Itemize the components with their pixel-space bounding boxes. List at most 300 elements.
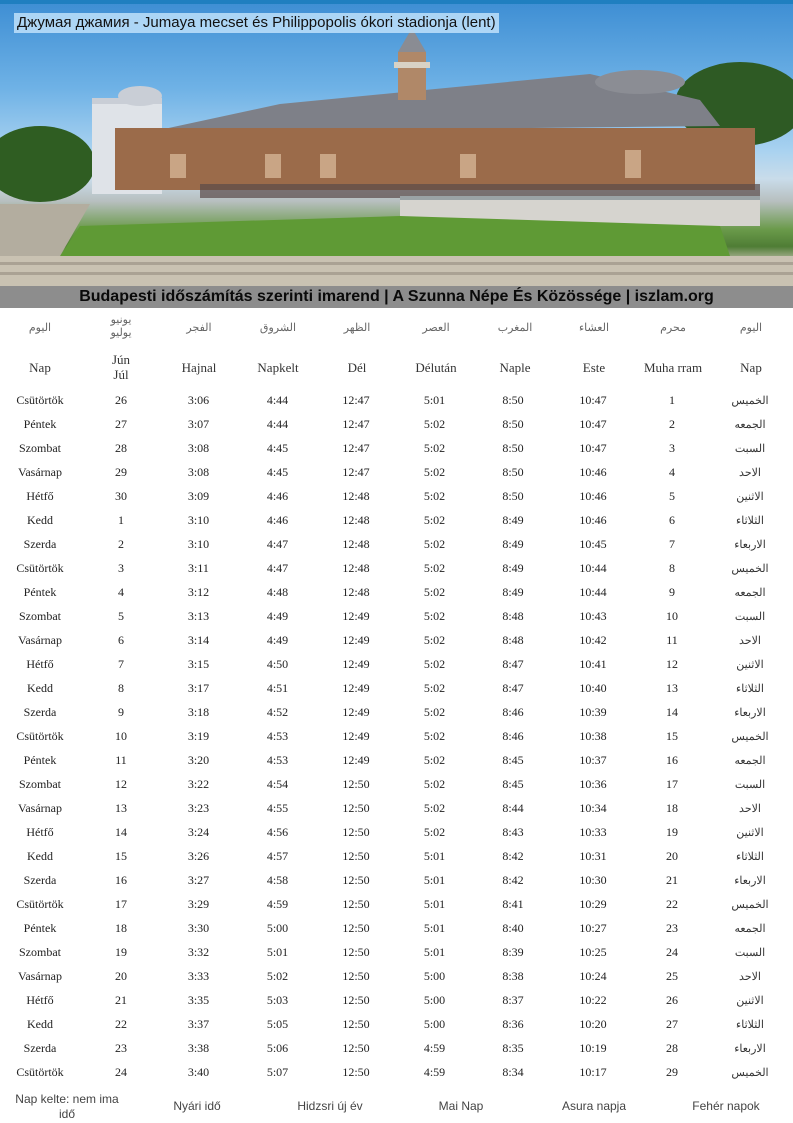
cell-weekday: Szerda xyxy=(23,872,57,887)
cell-arabic-weekday: السبت xyxy=(734,610,766,623)
cell-dhuhr: 12:50 xyxy=(342,1040,370,1055)
cell-maghrib: 8:46 xyxy=(502,728,524,743)
cell-hijri-day: 28 xyxy=(666,1040,678,1055)
cell-arabic-weekday: الجمعه xyxy=(734,586,766,599)
cell-sunrise: 4:47 xyxy=(266,560,289,575)
cell-dhuhr: 12:49 xyxy=(342,608,370,623)
cell-arabic-weekday: الاثنين xyxy=(736,658,764,671)
cell-hijri-day: 12 xyxy=(666,656,678,671)
cell-day-number: 30 xyxy=(115,488,127,503)
prayer-times-table xyxy=(0,388,793,1084)
cell-hijri-day: 4 xyxy=(669,464,675,479)
header-weekday: اليوم xyxy=(28,322,52,334)
cell-day-number: 1 xyxy=(118,512,124,527)
header-asr: Délután xyxy=(415,360,457,375)
cell-arabic-weekday: الاحد xyxy=(739,970,761,983)
cell-fajr: 3:13 xyxy=(187,608,210,623)
cell-fajr: 3:29 xyxy=(187,896,210,911)
cell-asr: 5:02 xyxy=(423,776,446,791)
cell-isha: 10:20 xyxy=(579,1016,607,1031)
cell-day-number: 3 xyxy=(118,560,124,575)
cell-sunrise: 4:48 xyxy=(266,584,289,599)
cell-isha: 10:38 xyxy=(579,728,607,743)
cell-arabic-weekday: الاثنين xyxy=(736,826,764,839)
cell-arabic-weekday: الاربعاء xyxy=(734,874,766,887)
cell-dhuhr: 12:50 xyxy=(342,872,370,887)
header-hijri-day: Muha rram xyxy=(643,360,703,375)
cell-isha: 10:39 xyxy=(579,704,607,719)
cell-day-number: 8 xyxy=(118,680,124,695)
cell-arabic-weekday: الخميس xyxy=(731,730,769,743)
cell-sunrise: 4:45 xyxy=(266,464,289,479)
cell-sunrise: 4:57 xyxy=(266,848,289,863)
cell-dhuhr: 12:47 xyxy=(342,440,370,455)
cell-maghrib: 8:46 xyxy=(502,704,524,719)
cell-weekday: Vasárnap xyxy=(18,968,62,983)
cell-day-number: 28 xyxy=(115,440,127,455)
cell-maghrib: 8:49 xyxy=(502,512,524,527)
cell-isha: 10:41 xyxy=(579,656,607,671)
cell-maghrib: 8:34 xyxy=(502,1064,524,1079)
cell-dhuhr: 12:48 xyxy=(342,488,370,503)
cell-fajr: 3:10 xyxy=(187,512,210,527)
cell-maghrib: 8:45 xyxy=(502,776,524,791)
cell-sunrise: 4:53 xyxy=(266,752,289,767)
cell-asr: 5:01 xyxy=(423,944,446,959)
cell-asr: 5:02 xyxy=(423,560,446,575)
cell-weekday: Péntek xyxy=(23,584,57,599)
cell-dhuhr: 12:49 xyxy=(342,632,370,647)
cell-arabic-weekday: السبت xyxy=(734,442,766,455)
cell-weekday: Csütörtök xyxy=(16,728,64,743)
cell-sunrise: 4:54 xyxy=(266,776,289,791)
cell-dhuhr: 12:49 xyxy=(342,656,370,671)
legend-item: Mai Nap xyxy=(438,1099,484,1113)
cell-hijri-day: 10 xyxy=(666,608,678,623)
cell-fajr: 3:23 xyxy=(187,800,210,815)
legend-item: Hidzsri új év xyxy=(297,1099,363,1113)
cell-fajr: 3:24 xyxy=(187,824,210,839)
table-row xyxy=(0,604,793,628)
cell-isha: 10:47 xyxy=(579,440,607,455)
cell-dhuhr: 12:49 xyxy=(342,704,370,719)
cell-weekday: Szerda xyxy=(23,704,57,719)
cell-isha: 10:31 xyxy=(579,848,607,863)
cell-fajr: 3:26 xyxy=(187,848,210,863)
cell-maghrib: 8:40 xyxy=(502,920,524,935)
table-row xyxy=(0,508,793,532)
cell-maghrib: 8:41 xyxy=(502,896,524,911)
table-row xyxy=(0,916,793,940)
cell-isha: 10:29 xyxy=(579,896,607,911)
cell-day-number: 4 xyxy=(118,584,124,599)
cell-sunrise: 4:59 xyxy=(266,896,289,911)
cell-maghrib: 8:50 xyxy=(502,464,524,479)
cell-maghrib: 8:47 xyxy=(502,680,524,695)
legend-item: Nyári idő xyxy=(173,1099,221,1113)
cell-asr: 5:02 xyxy=(423,488,446,503)
table-row xyxy=(0,1036,793,1060)
cell-weekday: Vasárnap xyxy=(18,464,62,479)
cell-day-number: 7 xyxy=(118,656,124,671)
legend-item: Nap kelte: nem ima idő xyxy=(15,1092,119,1121)
cell-isha: 10:19 xyxy=(579,1040,607,1055)
header-dhuhr: Dél xyxy=(347,360,367,375)
cell-day-number: 24 xyxy=(115,1064,127,1079)
table-row xyxy=(0,700,793,724)
table-row xyxy=(0,748,793,772)
cell-maghrib: 8:47 xyxy=(502,656,524,671)
cell-arabic-weekday: الجمعه xyxy=(734,922,766,935)
cell-weekday: Kedd xyxy=(27,680,53,695)
cell-sunrise: 5:02 xyxy=(266,968,289,983)
cell-fajr: 3:07 xyxy=(187,416,210,431)
cell-asr: 5:01 xyxy=(423,872,446,887)
header-hijri-day: محرم xyxy=(660,322,686,334)
cell-asr: 5:01 xyxy=(423,392,446,407)
cell-asr: 5:00 xyxy=(423,992,446,1007)
table-row xyxy=(0,1060,793,1084)
cell-fajr: 3:35 xyxy=(187,992,210,1007)
cell-sunrise: 4:49 xyxy=(266,632,289,647)
cell-hijri-day: 24 xyxy=(666,944,678,959)
cell-dhuhr: 12:50 xyxy=(342,776,370,791)
cell-maghrib: 8:50 xyxy=(502,392,524,407)
cell-fajr: 3:11 xyxy=(188,560,209,575)
cell-weekday: Szombat xyxy=(19,440,61,455)
cell-arabic-weekday: السبت xyxy=(734,778,766,791)
cell-dhuhr: 12:50 xyxy=(342,800,370,815)
cell-arabic-weekday: الخميس xyxy=(731,1066,769,1079)
cell-isha: 10:40 xyxy=(579,680,607,695)
cell-dhuhr: 12:50 xyxy=(342,992,370,1007)
header-isha: Este xyxy=(582,360,606,375)
cell-fajr: 3:30 xyxy=(187,920,210,935)
cell-dhuhr: 12:48 xyxy=(342,584,370,599)
cell-weekday: Péntek xyxy=(23,752,57,767)
cell-sunrise: 4:55 xyxy=(266,800,289,815)
table-row xyxy=(0,1012,793,1036)
cell-weekday: Hétfő xyxy=(26,824,54,839)
cell-sunrise: 5:06 xyxy=(266,1040,289,1055)
cell-sunrise: 5:00 xyxy=(266,920,289,935)
table-row xyxy=(0,772,793,796)
cell-day-number: 13 xyxy=(115,800,127,815)
cell-weekday: Szerda xyxy=(23,536,57,551)
table-row xyxy=(0,724,793,748)
cell-dhuhr: 12:47 xyxy=(342,392,370,407)
cell-maghrib: 8:48 xyxy=(502,632,524,647)
cell-isha: 10:44 xyxy=(579,584,607,599)
cell-asr: 5:00 xyxy=(423,968,446,983)
cell-asr: 5:02 xyxy=(423,536,446,551)
cell-day-number: 11 xyxy=(115,752,127,767)
cell-hijri-day: 6 xyxy=(669,512,675,527)
cell-day-number: 12 xyxy=(115,776,127,791)
cell-day-number: 10 xyxy=(115,728,127,743)
cell-hijri-day: 5 xyxy=(669,488,675,503)
cell-hijri-day: 19 xyxy=(666,824,678,839)
cell-arabic-weekday: الخميس xyxy=(731,898,769,911)
cell-fajr: 3:27 xyxy=(187,872,210,887)
cell-sunrise: 4:44 xyxy=(266,416,289,431)
cell-maghrib: 8:42 xyxy=(502,848,524,863)
cell-hijri-day: 22 xyxy=(666,896,678,911)
cell-arabic-weekday: الثلاثاء xyxy=(736,850,764,863)
header-fajr: Hajnal xyxy=(181,360,217,375)
cell-sunrise: 5:01 xyxy=(266,944,289,959)
cell-asr: 5:02 xyxy=(423,752,446,767)
cell-maghrib: 8:45 xyxy=(502,752,524,767)
table-row xyxy=(0,988,793,1012)
cell-asr: 5:02 xyxy=(423,464,446,479)
cell-arabic-weekday: الاحد xyxy=(739,802,761,815)
cell-day-number: 19 xyxy=(115,944,127,959)
cell-asr: 5:02 xyxy=(423,584,446,599)
cell-maghrib: 8:37 xyxy=(502,992,524,1007)
cell-maghrib: 8:42 xyxy=(502,872,524,887)
cell-fajr: 3:38 xyxy=(187,1040,210,1055)
cell-dhuhr: 12:50 xyxy=(342,968,370,983)
cell-arabic-weekday: الاحد xyxy=(739,634,761,647)
cell-day-number: 18 xyxy=(115,920,127,935)
cell-maghrib: 8:49 xyxy=(502,584,524,599)
cell-sunrise: 4:52 xyxy=(266,704,289,719)
cell-arabic-weekday: الثلاثاء xyxy=(736,1018,764,1031)
legend-item: Asura napja xyxy=(561,1099,627,1113)
table-row xyxy=(0,460,793,484)
cell-dhuhr: 12:50 xyxy=(342,1064,370,1079)
cell-hijri-day: 1 xyxy=(669,392,675,407)
cell-dhuhr: 12:50 xyxy=(342,848,370,863)
cell-asr: 5:02 xyxy=(423,608,446,623)
cell-maghrib: 8:50 xyxy=(502,488,524,503)
cell-hijri-day: 3 xyxy=(669,440,675,455)
cell-arabic-weekday: الاربعاء xyxy=(734,538,766,551)
cell-asr: 5:02 xyxy=(423,704,446,719)
header-dhuhr: الظهر xyxy=(343,322,371,334)
cell-dhuhr: 12:47 xyxy=(342,464,370,479)
cell-maghrib: 8:43 xyxy=(502,824,524,839)
table-row xyxy=(0,796,793,820)
cell-arabic-weekday: الاثنين xyxy=(736,490,764,503)
cell-isha: 10:24 xyxy=(579,968,607,983)
cell-sunrise: 4:49 xyxy=(266,608,289,623)
cell-isha: 10:46 xyxy=(579,488,607,503)
cell-isha: 10:25 xyxy=(579,944,607,959)
cell-maghrib: 8:49 xyxy=(502,536,524,551)
cell-day-number: 17 xyxy=(115,896,127,911)
cell-weekday: Kedd xyxy=(27,512,53,527)
cell-asr: 5:02 xyxy=(423,656,446,671)
cell-day-number: 29 xyxy=(115,464,127,479)
cell-day-number: 14 xyxy=(115,824,127,839)
table-row xyxy=(0,556,793,580)
header-weekday: Nap xyxy=(29,360,51,375)
cell-dhuhr: 12:48 xyxy=(342,536,370,551)
cell-fajr: 3:32 xyxy=(187,944,210,959)
cell-isha: 10:17 xyxy=(579,1064,607,1079)
cell-weekday: Kedd xyxy=(27,848,53,863)
cell-isha: 10:44 xyxy=(579,560,607,575)
cell-isha: 10:30 xyxy=(579,872,607,887)
cell-hijri-day: 7 xyxy=(669,536,675,551)
cell-sunrise: 4:58 xyxy=(266,872,289,887)
cell-day-number: 5 xyxy=(118,608,124,623)
cell-dhuhr: 12:49 xyxy=(342,752,370,767)
cell-sunrise: 4:44 xyxy=(266,392,289,407)
cell-fajr: 3:09 xyxy=(187,488,210,503)
cell-asr: 5:02 xyxy=(423,632,446,647)
cell-isha: 10:47 xyxy=(579,416,607,431)
cell-weekday: Péntek xyxy=(23,920,57,935)
cell-hijri-day: 11 xyxy=(666,632,678,647)
cell-asr: 5:01 xyxy=(423,848,446,863)
cell-asr: 5:02 xyxy=(423,512,446,527)
cell-isha: 10:37 xyxy=(579,752,607,767)
cell-fajr: 3:22 xyxy=(187,776,210,791)
cell-hijri-day: 9 xyxy=(669,584,675,599)
cell-maghrib: 8:36 xyxy=(502,1016,524,1031)
table-row xyxy=(0,820,793,844)
cell-isha: 10:36 xyxy=(579,776,607,791)
cell-hijri-day: 20 xyxy=(666,848,678,863)
cell-maghrib: 8:35 xyxy=(502,1040,524,1055)
cell-weekday: Szerda xyxy=(23,1040,57,1055)
cell-day-number: 9 xyxy=(118,704,124,719)
cell-hijri-day: 23 xyxy=(666,920,678,935)
cell-asr: 5:01 xyxy=(423,896,446,911)
cell-hijri-day: 2 xyxy=(669,416,675,431)
table-row xyxy=(0,412,793,436)
cell-arabic-weekday: الجمعه xyxy=(734,754,766,767)
cell-asr: 5:02 xyxy=(423,800,446,815)
cell-hijri-day: 16 xyxy=(666,752,678,767)
cell-day-number: 16 xyxy=(115,872,127,887)
cell-day-number: 21 xyxy=(115,992,127,1007)
cell-asr: 5:02 xyxy=(423,416,446,431)
header-asr: العصر xyxy=(422,322,450,334)
cell-sunrise: 5:03 xyxy=(266,992,289,1007)
cell-dhuhr: 12:49 xyxy=(342,728,370,743)
cell-sunrise: 4:50 xyxy=(266,656,289,671)
cell-asr: 5:02 xyxy=(423,728,446,743)
cell-weekday: Kedd xyxy=(27,1016,53,1031)
header-day-number: Jún Júl xyxy=(111,352,131,382)
cell-weekday: Szombat xyxy=(19,776,61,791)
table-row xyxy=(0,484,793,508)
table-row xyxy=(0,580,793,604)
cell-arabic-weekday: الخميس xyxy=(731,562,769,575)
cell-hijri-day: 13 xyxy=(666,680,678,695)
table-row xyxy=(0,964,793,988)
cell-sunrise: 4:51 xyxy=(266,680,289,695)
cell-sunrise: 4:53 xyxy=(266,728,289,743)
cell-asr: 5:02 xyxy=(423,824,446,839)
cell-maghrib: 8:38 xyxy=(502,968,524,983)
cell-asr: 5:02 xyxy=(423,440,446,455)
table-row xyxy=(0,628,793,652)
cell-fajr: 3:20 xyxy=(187,752,210,767)
cell-maghrib: 8:48 xyxy=(502,608,524,623)
cell-isha: 10:34 xyxy=(579,800,607,815)
cell-hijri-day: 15 xyxy=(666,728,678,743)
cell-maghrib: 8:39 xyxy=(502,944,524,959)
table-row xyxy=(0,532,793,556)
cell-fajr: 3:14 xyxy=(187,632,210,647)
cell-sunrise: 4:46 xyxy=(266,488,289,503)
cell-day-number: 23 xyxy=(115,1040,127,1055)
cell-dhuhr: 12:49 xyxy=(342,680,370,695)
header-maghrib: المغرب xyxy=(497,322,533,334)
legend-item: Fehér napok xyxy=(692,1099,760,1113)
cell-hijri-day: 21 xyxy=(666,872,678,887)
cell-sunrise: 5:05 xyxy=(266,1016,289,1031)
cell-sunrise: 4:45 xyxy=(266,440,289,455)
cell-fajr: 3:37 xyxy=(187,1016,210,1031)
cell-day-number: 15 xyxy=(115,848,127,863)
cell-dhuhr: 12:50 xyxy=(342,1016,370,1031)
cell-isha: 10:46 xyxy=(579,464,607,479)
photo-caption: Джумая джамия - Jumaya mecset és Philippopolis ókori stadionja (lent) xyxy=(14,13,499,33)
cell-asr: 5:02 xyxy=(423,680,446,695)
cell-weekday: Vasárnap xyxy=(18,632,62,647)
cell-maghrib: 8:50 xyxy=(502,440,524,455)
cell-day-number: 2 xyxy=(118,536,124,551)
cell-isha: 10:43 xyxy=(579,608,607,623)
cell-maghrib: 8:49 xyxy=(502,560,524,575)
cell-dhuhr: 12:50 xyxy=(342,944,370,959)
cell-asr: 4:59 xyxy=(423,1040,446,1055)
table-row xyxy=(0,844,793,868)
cell-arabic-weekday: الثلاثاء xyxy=(736,514,764,527)
header-isha: العشاء xyxy=(578,322,610,334)
cell-isha: 10:42 xyxy=(579,632,607,647)
cell-asr: 5:00 xyxy=(423,1016,446,1031)
cell-day-number: 22 xyxy=(115,1016,127,1031)
cell-sunrise: 4:56 xyxy=(266,824,289,839)
cell-hijri-day: 8 xyxy=(669,560,675,575)
cell-weekday: Szombat xyxy=(19,944,61,959)
cell-sunrise: 5:07 xyxy=(266,1064,289,1079)
table-row xyxy=(0,676,793,700)
cell-fajr: 3:08 xyxy=(187,440,210,455)
cell-weekday: Csütörtök xyxy=(16,1064,64,1079)
mosque-photo xyxy=(0,4,793,286)
table-row xyxy=(0,868,793,892)
table-row xyxy=(0,388,793,412)
cell-weekday: Hétfő xyxy=(26,992,54,1007)
cell-fajr: 3:17 xyxy=(187,680,210,695)
cell-sunrise: 4:47 xyxy=(266,536,289,551)
cell-asr: 5:01 xyxy=(423,920,446,935)
cell-fajr: 3:06 xyxy=(187,392,210,407)
header-day-number: يونيو يوليو xyxy=(110,314,132,339)
cell-weekday: Csütörtök xyxy=(16,896,64,911)
cell-weekday: Szombat xyxy=(19,608,61,623)
cell-arabic-weekday: الثلاثاء xyxy=(736,682,764,695)
table-row xyxy=(0,940,793,964)
cell-fajr: 3:12 xyxy=(187,584,210,599)
cell-fajr: 3:08 xyxy=(187,464,210,479)
cell-arabic-weekday: الجمعه xyxy=(734,418,766,431)
header-fajr: الفجر xyxy=(186,322,212,334)
table-row xyxy=(0,436,793,460)
cell-hijri-day: 17 xyxy=(666,776,678,791)
cell-fajr: 3:18 xyxy=(187,704,210,719)
cell-fajr: 3:40 xyxy=(187,1064,210,1079)
cell-isha: 10:33 xyxy=(579,824,607,839)
